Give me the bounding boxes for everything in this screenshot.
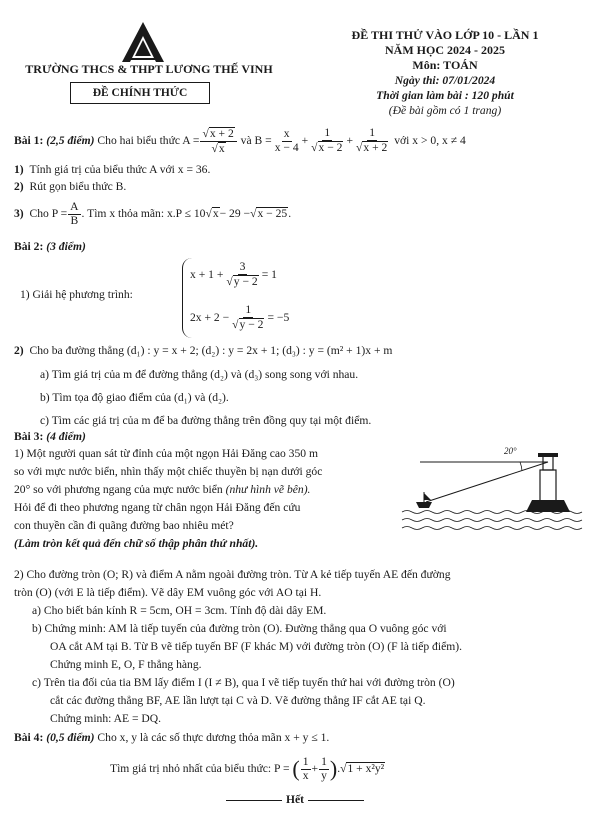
bai2-q1-label: 1) Giải hệ phương trình: xyxy=(20,288,133,301)
fraction-B3: $\frac{1}{√x + 2}$ xyxy=(356,126,388,154)
bai2-q2: 2) Cho ba đường thẳng (d₁) : y = x + 2; (d₂) : y = 2x + 1; (d₃) : y = (m² + 1)x + m xyxy=(14,344,393,357)
and-B: và B = xyxy=(240,133,272,147)
bai1-points: (2,5 điểm) xyxy=(46,133,95,147)
bai3-p1-line4: Hỏi để đi theo phương ngang từ chân ngọn Hải Đăng đến cứu xyxy=(14,501,301,514)
lighthouse-figure xyxy=(400,440,590,540)
equation-1: x + 1 + $\frac{3}{√y - 2}$ = 1 xyxy=(190,260,277,288)
bai1-intro: Cho hai biểu thức A = xyxy=(97,133,200,147)
fraction-B1: $\frac{x}{x - 4}$ xyxy=(274,126,299,154)
exam-duration: Thời gian làm bài : 120 phút xyxy=(376,89,514,102)
bai3-p1-line1: 1) Một người quan sát từ đỉnh của một ngọn Hải Đăng cao 350 m xyxy=(14,447,318,460)
bai1-statement: Bài 1: (2,5 điểm) Cho hai biểu thức A = $\frac{√x + 2}{√x}$ và B = $\frac{x}{x - 4}$ + $\frac{1}{√x - 2}$ + $\frac{1}{√x + 2}$ với x > 0, x ≠ 4 xyxy=(14,126,466,155)
bai1-q2: 2) Rút gọn biểu thức B. xyxy=(14,180,127,193)
bai3-p2-line2: tròn (O) (với E là tiếp điểm). Vẽ dây EM vuông góc với AO tại H. xyxy=(14,586,322,599)
bai3-p2-b1: b) Chứng minh: AM là tiếp tuyến của đường tròn (O). Đường thẳng qua O vuông góc với xyxy=(32,622,447,635)
bai1-title: Bài 1: xyxy=(14,133,44,147)
subject: Môn: TOÁN xyxy=(412,58,478,72)
bai2-q2b: b) Tìm tọa độ giao điểm của (d₁) và (d₂). xyxy=(40,391,229,404)
fraction-P: $\frac{A}{B}$ xyxy=(70,199,79,227)
bai4-expression: Tìm giá trị nhỏ nhất của biểu thức: P = ( $\frac{1}{x}$ + $\frac{1}{y}$ ) .√ 1 + x²y² xyxy=(110,754,385,782)
bai3-p1-line2: so với mực nước biển, nhìn thấy một chiếc thuyền bị nạn dưới góc xyxy=(14,465,323,478)
official-badge: ĐỀ CHÍNH THỨC xyxy=(70,82,210,104)
school-name: TRƯỜNG THCS & THPT LƯƠNG THẾ VINH xyxy=(25,62,273,76)
exam-title: ĐỀ THI THỬ VÀO LỚP 10 - LẦN 1 xyxy=(351,28,539,42)
bai1-q1: 1) Tính giá trị của biểu thức A với x = 36. xyxy=(14,163,211,176)
bai3-p2-b2: OA cắt AM tại B. Từ B vẽ tiếp tuyến BF (F khác M) với đường tròn (O) (F là tiếp điểm). xyxy=(50,640,462,653)
bai3-heading: Bài 3: (4 điểm) xyxy=(14,430,86,443)
fraction-A: $\frac{√x + 2}{√x}$ xyxy=(200,127,236,156)
bai3-p1-line3: 20° so với phương ngang của mực nước biển (như hình vẽ bên). xyxy=(14,483,311,496)
bai3-p1-note: (Làm tròn kết quả đến chữ số thập phân thứ nhất). xyxy=(14,537,259,550)
school-logo xyxy=(120,20,166,64)
bai2-heading: Bài 2: (3 điểm) xyxy=(14,240,86,253)
bai3-p2-b3: Chứng minh E, O, F thẳng hàng. xyxy=(50,658,202,671)
bai2-q2a: a) Tìm giá trị của m để đường thẳng (d₂) và (d₃) song song với nhau. xyxy=(40,368,359,381)
fraction-B2: $\frac{1}{√x - 2}$ xyxy=(311,126,343,154)
bai3-p2-c1: c) Trên tia đối của tia BM lấy điểm I (I ≠ B), qua I vẽ tiếp tuyến thứ hai với đường tròn (O) xyxy=(32,676,455,689)
bai2-q2c: c) Tìm các giá trị của m để ba đường thẳng trên đồng quy tại một điểm. xyxy=(40,414,372,427)
bai1-q3: 3) Cho P = $\frac{A}{B}$ . Tìm x thỏa mãn: x.P ≤ 10 √ x − 29 − √ x − 25 . xyxy=(14,199,292,227)
equation-2: 2x + 2 − $\frac{1}{√y - 2}$ = −5 xyxy=(190,303,290,331)
school-year: NĂM HỌC 2024 - 2025 xyxy=(385,43,505,57)
bai4-statement: Bài 4: (0,5 điểm) Cho x, y là các số thực dương thỏa mãn x + y ≤ 1. xyxy=(14,731,330,744)
bai3-p2-a: a) Cho biết bán kính R = 5cm, OH = 3cm. Tính độ dài dây EM. xyxy=(32,604,327,617)
bai3-p2-line1: 2) Cho đường tròn (O; R) và điểm A nằm ngoài đường tròn. Từ A kẻ tiếp tuyến AE đến đường xyxy=(14,568,451,581)
bai3-p1-line5: con thuyền cần đi quãng đường bao nhiêu mét? xyxy=(14,519,234,532)
end-marker: Hết xyxy=(0,793,590,807)
bai3-p2-c3: Chứng minh: AE = DQ. xyxy=(50,712,162,725)
bai3-p2-c2: cắt các đường thẳng BF, AE lần lượt tại C và D. Vẽ đường thẳng IF cắt AE tại Q. xyxy=(50,694,426,707)
divider-left xyxy=(226,800,282,801)
angle-label: 20° xyxy=(504,446,517,456)
page-count: (Đề bài gồm có 1 trang) xyxy=(388,104,502,117)
bai1-condition: với x > 0, x ≠ 4 xyxy=(394,133,466,147)
exam-date: Ngày thi: 07/01/2024 xyxy=(394,74,496,87)
divider-right xyxy=(308,800,364,801)
